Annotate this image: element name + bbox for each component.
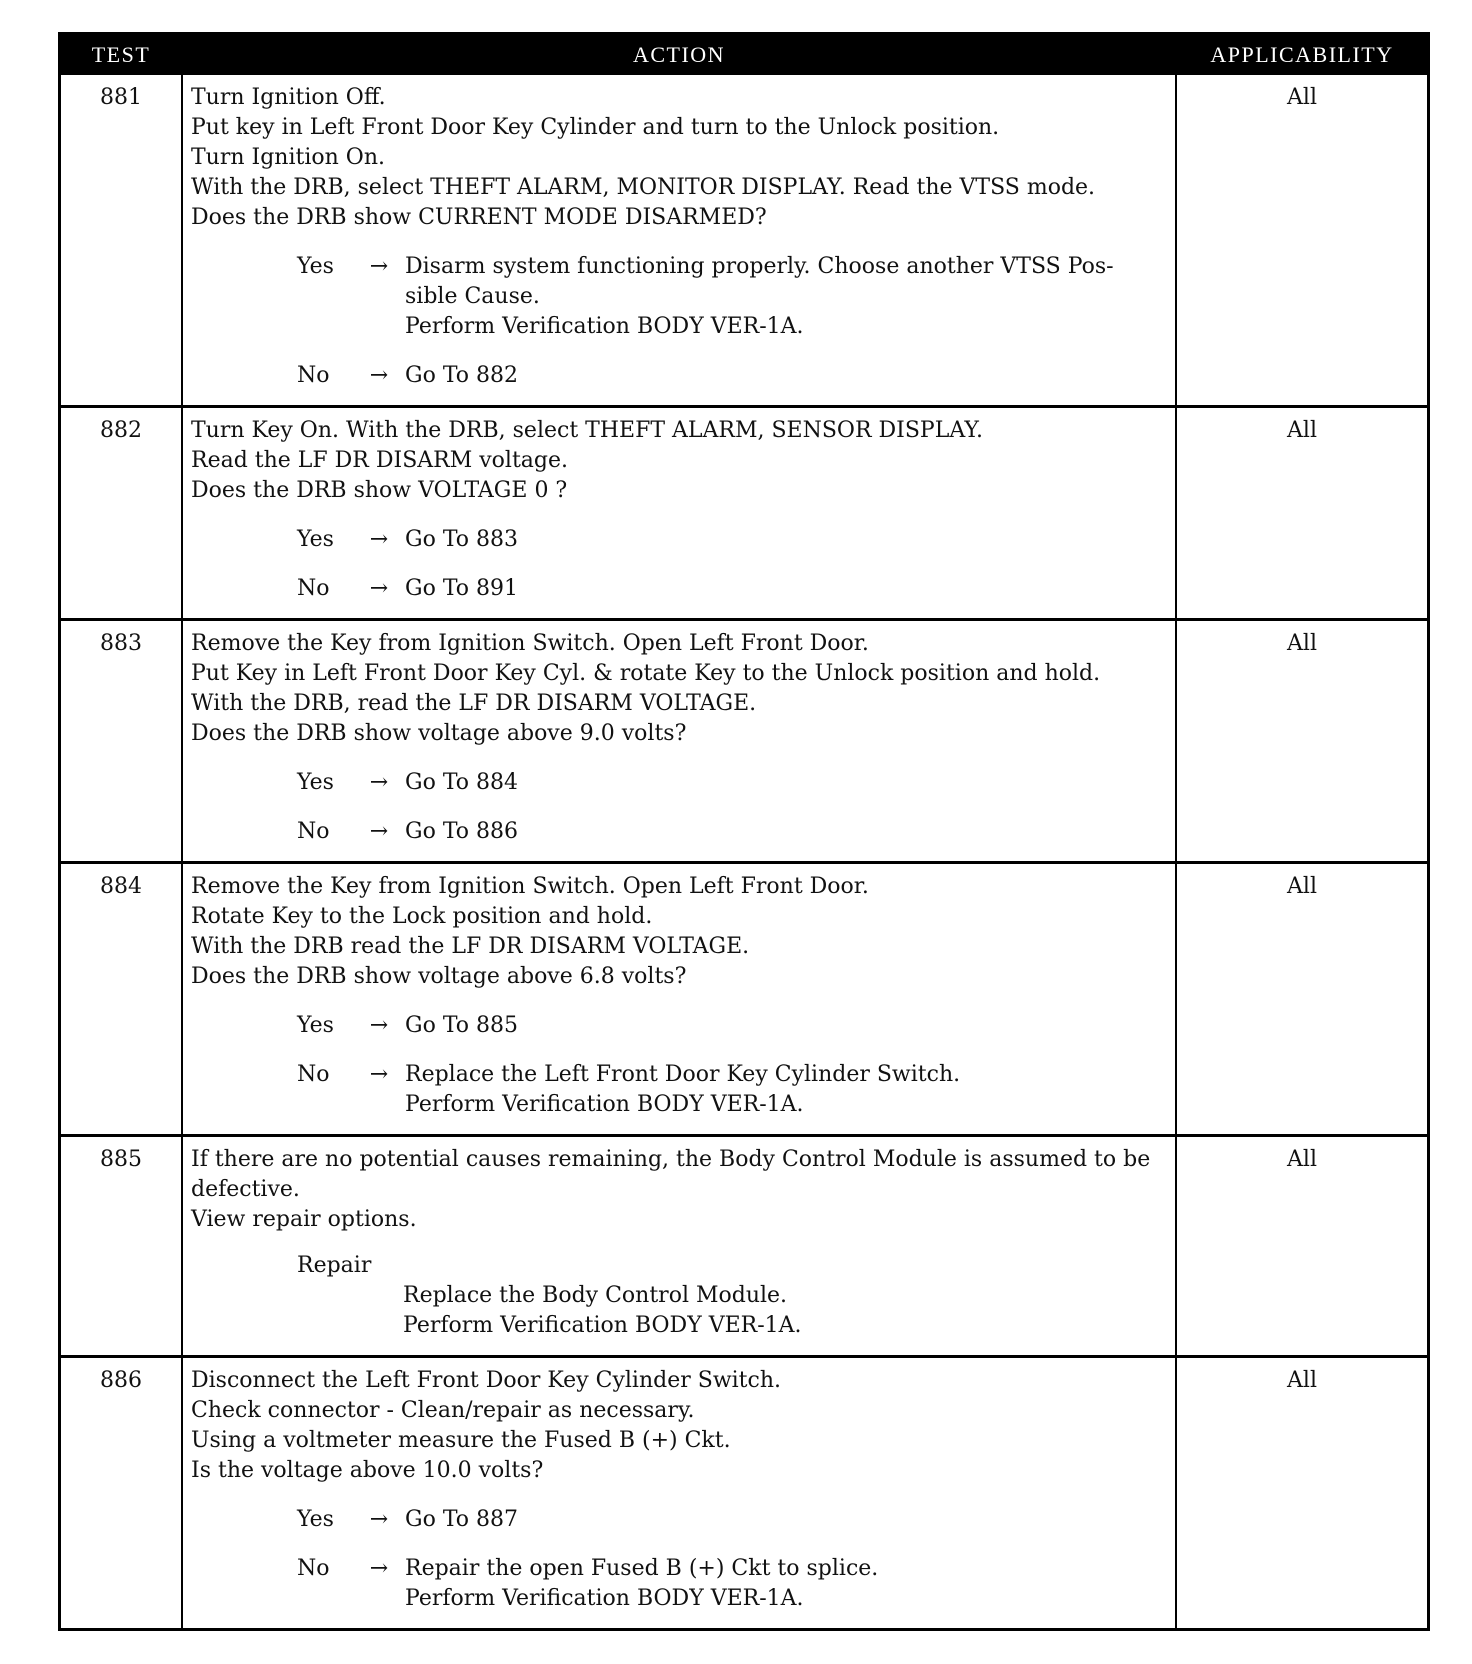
yes-label: Yes — [297, 1507, 334, 1532]
header-action: ACTION — [632, 42, 726, 67]
action-line: Put Key in Left Front Door Key Cyl. & rotate Key to the Unlock position and hold. — [191, 661, 1101, 686]
no-branch — [191, 1554, 1167, 1614]
applicability: All — [1287, 1368, 1317, 1393]
action-cell — [181, 1358, 1177, 1628]
no-label: No — [297, 363, 330, 388]
yes-label: Yes — [297, 770, 334, 795]
yes-branch — [191, 252, 1167, 342]
table-header — [61, 35, 1427, 75]
action-cell — [181, 864, 1177, 1134]
arrow-icon: → — [369, 1062, 389, 1087]
applicability: All — [1287, 874, 1317, 899]
no-branch — [191, 1060, 1167, 1120]
destination-line: Go To 887 — [405, 1507, 519, 1532]
action-line: Put key in Left Front Door Key Cylinder and turn to the Unlock position. — [191, 115, 1000, 140]
header-test: TEST — [91, 42, 151, 67]
test-number: 886 — [100, 1368, 142, 1393]
arrow-icon: → — [369, 254, 389, 279]
action-line: Turn Ignition On. — [191, 145, 385, 170]
action-line: With the DRB, read the LF DR DISARM VOLTAGE. — [191, 691, 757, 716]
action-line: Disconnect the Left Front Door Key Cylinder Switch. — [191, 1368, 782, 1393]
yes-branch — [191, 1505, 1167, 1535]
arrow-icon: → — [369, 819, 389, 844]
destination-line: Perform Verification BODY VER-1A. — [405, 1586, 804, 1611]
yes-label: Yes — [297, 527, 334, 552]
action-line: Turn Ignition Off. — [191, 85, 386, 110]
no-label: No — [297, 1062, 330, 1087]
applicability: All — [1287, 85, 1317, 110]
repair-label: Repair — [297, 1253, 372, 1278]
table-row — [61, 75, 1427, 405]
action-line: Remove the Key from Ignition Switch. Open Left Front Door. — [191, 874, 869, 899]
destination-line: Perform Verification BODY VER-1A. — [405, 1092, 804, 1117]
no-destination — [405, 817, 1167, 847]
action-line: With the DRB, select THEFT ALARM, MONITOR DISPLAY. Read the VTSS mode. — [191, 175, 1096, 200]
no-branch — [191, 817, 1167, 847]
no-branch — [191, 574, 1167, 604]
repair-step: Replace the Body Control Module. — [403, 1283, 788, 1308]
action-line: View repair options. — [191, 1207, 417, 1232]
yes-destination — [405, 525, 1167, 555]
yes-destination — [405, 1011, 1167, 1041]
test-number: 881 — [100, 85, 142, 110]
destination-line: Go To 885 — [405, 1013, 519, 1038]
yes-branch — [191, 1011, 1167, 1041]
applicability: All — [1287, 1147, 1317, 1172]
destination-line: Go To 891 — [405, 576, 519, 601]
destination-line: Go To 883 — [405, 527, 519, 552]
no-destination — [405, 1554, 1167, 1614]
no-label: No — [297, 576, 330, 601]
action-line: Does the DRB show voltage above 6.8 volts? — [191, 964, 687, 989]
arrow-icon: → — [369, 770, 389, 795]
table-row — [61, 1355, 1427, 1628]
no-destination — [405, 361, 1167, 391]
repair-block — [191, 1251, 1167, 1341]
arrow-icon: → — [369, 1507, 389, 1532]
table-row — [61, 1134, 1427, 1355]
yes-branch — [191, 768, 1167, 798]
action-line: Does the DRB show CURRENT MODE DISARMED? — [191, 205, 767, 230]
action-line: Check connector - Clean/repair as necessary. — [191, 1398, 695, 1423]
test-number: 885 — [100, 1147, 142, 1172]
destination-line: Disarm system functioning properly. Choose another VTSS Pos- — [405, 254, 1114, 279]
no-destination — [405, 1060, 1167, 1120]
arrow-icon: → — [369, 527, 389, 552]
applicability: All — [1287, 631, 1317, 656]
arrow-icon: → — [369, 1556, 389, 1581]
no-label: No — [297, 819, 330, 844]
yes-label: Yes — [297, 1013, 334, 1038]
no-destination — [405, 574, 1167, 604]
action-line: Read the LF DR DISARM voltage. — [191, 448, 568, 473]
action-cell — [181, 75, 1177, 405]
action-cell — [181, 408, 1177, 618]
destination-line: Repair the open Fused B (+) Ckt to splice. — [405, 1556, 879, 1581]
yes-destination — [405, 768, 1167, 798]
table-row — [61, 618, 1427, 861]
table-row — [61, 405, 1427, 618]
action-cell — [181, 1137, 1177, 1355]
test-number: 884 — [100, 874, 142, 899]
test-procedure-table — [58, 32, 1430, 1631]
destination-line: Go To 882 — [405, 363, 519, 388]
arrow-icon: → — [369, 363, 389, 388]
action-line: Is the voltage above 10.0 volts? — [191, 1458, 544, 1483]
action-line: Remove the Key from Ignition Switch. Open Left Front Door. — [191, 631, 869, 656]
no-label: No — [297, 1556, 330, 1581]
action-cell — [181, 621, 1177, 861]
arrow-icon: → — [369, 576, 389, 601]
repair-step: Perform Verification BODY VER-1A. — [403, 1313, 802, 1338]
action-line: Does the DRB show voltage above 9.0 volts? — [191, 721, 687, 746]
repair-steps — [297, 1281, 1167, 1341]
action-line: Using a voltmeter measure the Fused B (+) Ckt. — [191, 1428, 731, 1453]
destination-line: Go To 884 — [405, 770, 519, 795]
applicability: All — [1287, 418, 1317, 443]
yes-branch — [191, 525, 1167, 555]
action-line: With the DRB read the LF DR DISARM VOLTAGE. — [191, 934, 750, 959]
arrow-icon: → — [369, 1013, 389, 1038]
table-row — [61, 861, 1427, 1134]
action-line: If there are no potential causes remaining, the Body Control Module is assumed to be defective. — [191, 1147, 1151, 1202]
destination-line: Go To 886 — [405, 819, 519, 844]
yes-destination — [405, 252, 1167, 342]
destination-line: Replace the Left Front Door Key Cylinder Switch. — [405, 1062, 961, 1087]
test-number: 882 — [100, 418, 142, 443]
no-branch — [191, 361, 1167, 391]
header-applicability: APPLICABILITY — [1210, 42, 1394, 67]
action-line: Does the DRB show VOLTAGE 0 ? — [191, 478, 568, 503]
destination-line: sible Cause. — [405, 284, 540, 309]
yes-destination — [405, 1505, 1167, 1535]
test-number: 883 — [100, 631, 142, 656]
table-body — [61, 75, 1427, 1628]
yes-label: Yes — [297, 254, 334, 279]
destination-line: Perform Verification BODY VER-1A. — [405, 314, 804, 339]
action-line: Turn Key On. With the DRB, select THEFT ALARM, SENSOR DISPLAY. — [191, 418, 984, 443]
action-line: Rotate Key to the Lock position and hold. — [191, 904, 653, 929]
